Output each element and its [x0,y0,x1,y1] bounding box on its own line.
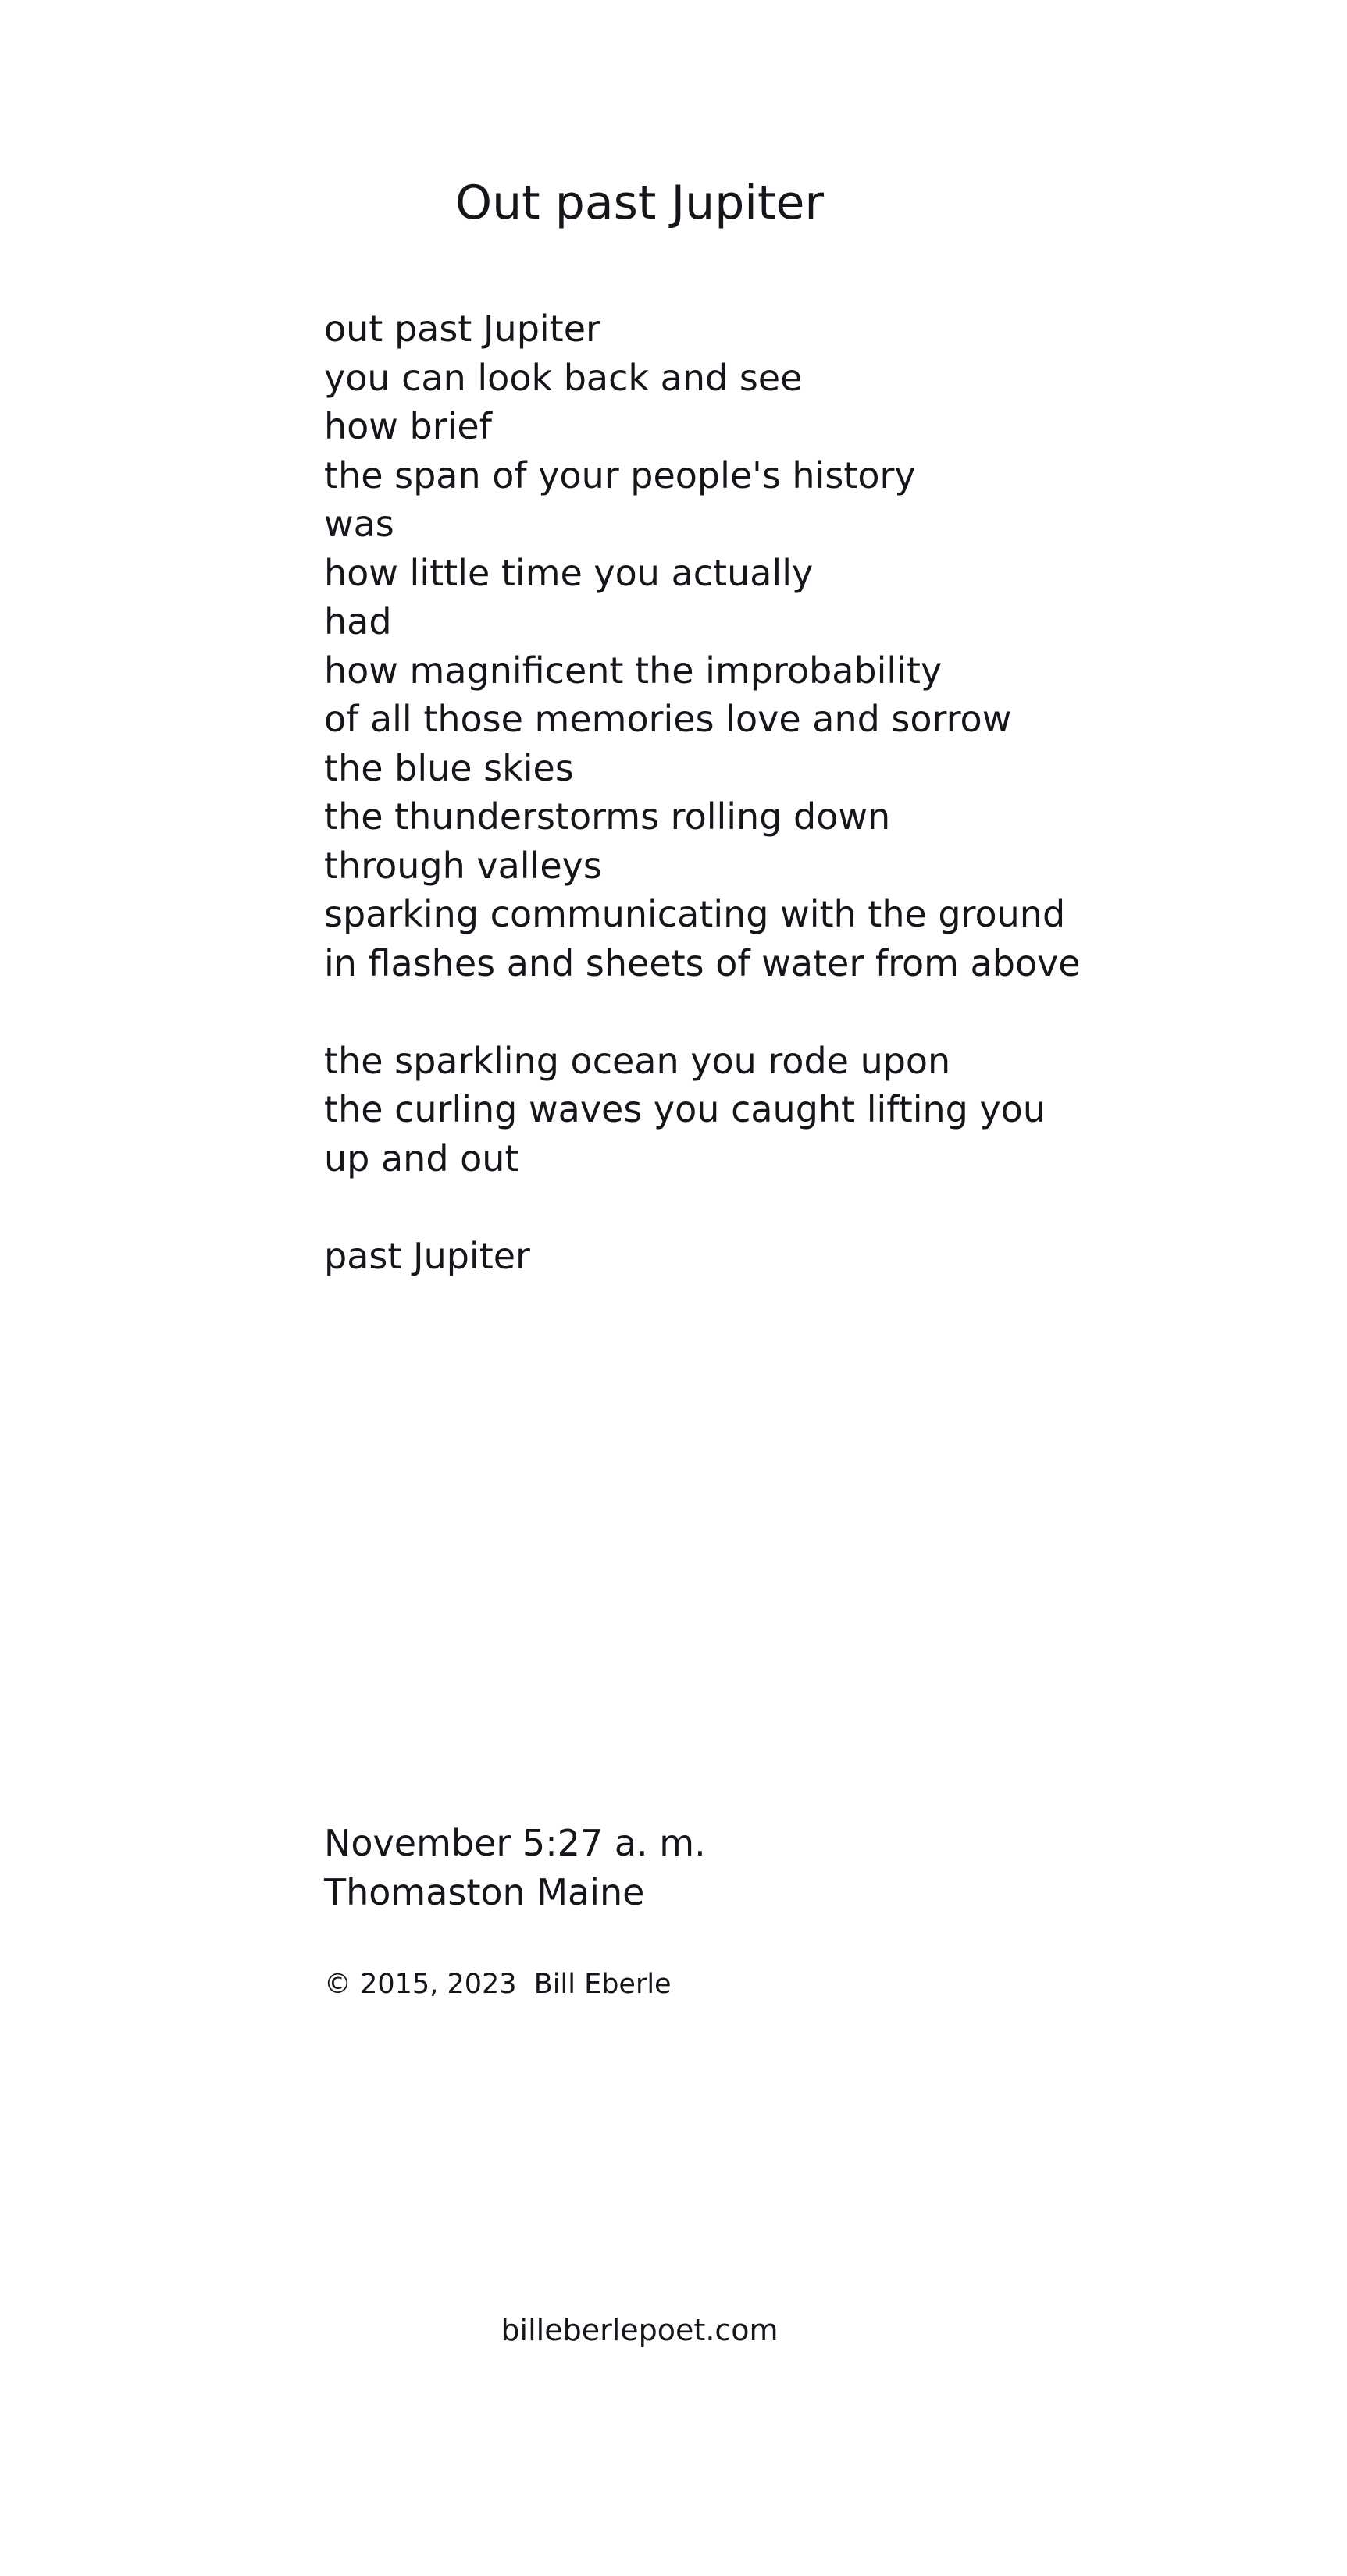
poem-line: how magnificent the improbability [324,649,943,692]
dateline-place: Thomaston Maine [324,1870,645,1913]
dateline [324,1819,706,1916]
poem-line: out past Jupiter [324,308,600,350]
poem-line: in flashes and sheets of water from above [324,941,1081,984]
poem-line: through valleys [324,844,602,887]
page-title: Out past Jupiter [454,176,825,230]
poem-line: the curling waves you caught lifting you [324,1088,1046,1130]
poem-line: the sparkling ocean you rode upon [324,1039,951,1082]
poem-line: past Jupiter [324,1234,530,1277]
stanza-break [324,1183,1300,1232]
poem-line: how little time you actually [324,551,814,594]
poem-body [324,304,1300,1280]
poem-line: of all those memories love and sorrow [324,698,1012,740]
poem-line: up and out [324,1137,519,1179]
poem-line: was [324,503,394,545]
stanza-break [324,987,1300,1037]
poem-line: the blue skies [324,746,574,789]
poem-line: the span of your people's history [324,454,916,496]
poem-line: you can look back and see [324,356,803,399]
poem-line: had [324,600,392,642]
poem-line: sparking communicating with the ground [324,893,1066,935]
dateline-date: November 5:27 a. m. [324,1822,706,1864]
poem-line: how brief [324,405,492,447]
poem-line: the thunderstorms rolling down [324,795,891,838]
copyright-notice: © 2015, 2023 Bill Eberle [324,1969,672,2000]
website-link[interactable]: billeberlepoet.com [501,2313,779,2347]
